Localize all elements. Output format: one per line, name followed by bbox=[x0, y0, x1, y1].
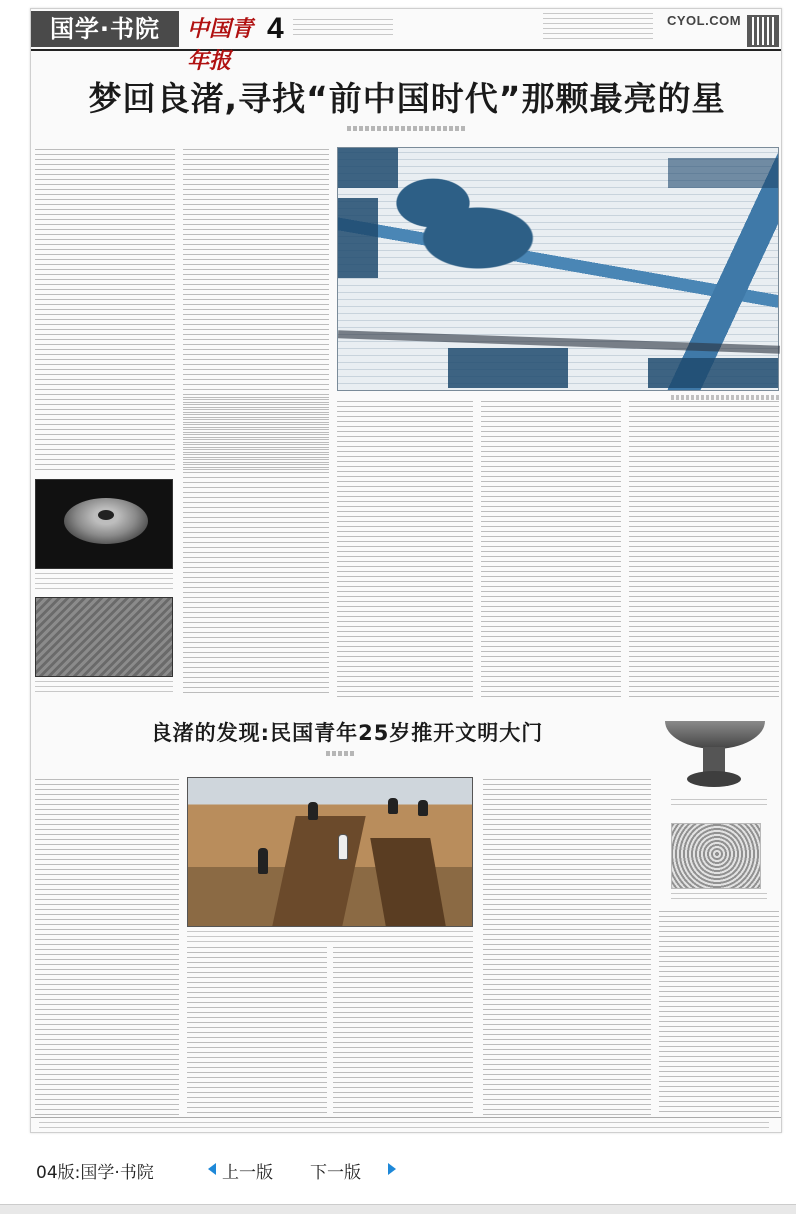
aerial-water-5 bbox=[668, 158, 778, 188]
person-figure bbox=[388, 798, 398, 814]
masthead-meta-lines bbox=[293, 19, 393, 37]
stone-caption bbox=[35, 681, 173, 695]
aerial-water-4 bbox=[648, 358, 778, 388]
jade-disc-caption bbox=[35, 573, 173, 591]
newspaper-page bbox=[30, 8, 782, 1133]
bottom-strip bbox=[0, 1204, 796, 1214]
person-figure bbox=[258, 848, 268, 874]
excavation-photo bbox=[187, 777, 473, 927]
aerial-caption bbox=[671, 395, 779, 400]
jade-disc-photo bbox=[35, 479, 173, 569]
aerial-site-photo bbox=[337, 147, 779, 391]
article2-byline bbox=[31, 751, 651, 758]
excavation-caption bbox=[187, 931, 473, 943]
article1-col-1 bbox=[35, 149, 175, 471]
article1-col-3 bbox=[337, 401, 473, 697]
article2-col-4 bbox=[483, 779, 651, 1115]
article1-col-2b bbox=[183, 397, 329, 697]
jade-disc-hole bbox=[98, 510, 114, 520]
header-editor-info bbox=[543, 13, 663, 45]
masthead bbox=[31, 9, 782, 74]
article1-col-4 bbox=[481, 401, 621, 697]
person-figure bbox=[338, 834, 348, 860]
arrow-left-icon[interactable] bbox=[208, 1163, 216, 1175]
editor-info-lines bbox=[543, 13, 653, 39]
section-title: 国学·书院 bbox=[31, 11, 179, 47]
site-url: CYOL.COM bbox=[667, 13, 742, 28]
jade-disc bbox=[64, 498, 148, 544]
excavation-trench-1 bbox=[272, 816, 365, 926]
page-footer bbox=[31, 1117, 782, 1133]
masthead-meta bbox=[293, 19, 413, 37]
newspaper-logo: 中国青年报 bbox=[187, 16, 254, 74]
article2-headline: 良渚的发现:民国青年25岁推开文明大门 bbox=[150, 721, 544, 745]
pottery-vessel-photo bbox=[663, 721, 767, 791]
page-number: 4 bbox=[267, 12, 284, 45]
article2-col-5 bbox=[659, 911, 779, 1115]
vessel-stem bbox=[703, 747, 725, 773]
footer-lines bbox=[39, 1122, 769, 1128]
vessel-foot bbox=[687, 771, 741, 787]
article1-col-5 bbox=[629, 401, 779, 697]
stone-inscription-photo bbox=[35, 597, 173, 677]
carving-caption bbox=[671, 893, 767, 901]
person-figure bbox=[308, 802, 318, 820]
vessel-bowl bbox=[665, 721, 765, 749]
page-label: 04版:国学·书院 bbox=[36, 1163, 154, 1183]
article1-byline bbox=[31, 126, 782, 133]
article2-col-2 bbox=[187, 947, 327, 1115]
page-navigation bbox=[0, 1150, 796, 1186]
jade-carving-photo bbox=[671, 823, 761, 889]
article2-col-3 bbox=[333, 947, 473, 1115]
article1-headline: 梦回良渚,寻找“前中国时代”那颗最亮的星 bbox=[88, 79, 726, 118]
excavation-trench-2 bbox=[370, 838, 446, 926]
aerial-water-2 bbox=[338, 198, 378, 278]
aerial-water-1 bbox=[338, 148, 398, 188]
vessel-caption bbox=[671, 799, 767, 807]
person-figure bbox=[418, 800, 428, 816]
qr-code-icon bbox=[747, 15, 779, 47]
aerial-water-3 bbox=[448, 348, 568, 388]
arrow-right-icon[interactable] bbox=[388, 1163, 396, 1175]
next-page-link[interactable]: 下一版 bbox=[310, 1163, 361, 1183]
prev-page-link[interactable]: 上一版 bbox=[222, 1163, 273, 1183]
article2-col-1 bbox=[35, 779, 179, 1115]
